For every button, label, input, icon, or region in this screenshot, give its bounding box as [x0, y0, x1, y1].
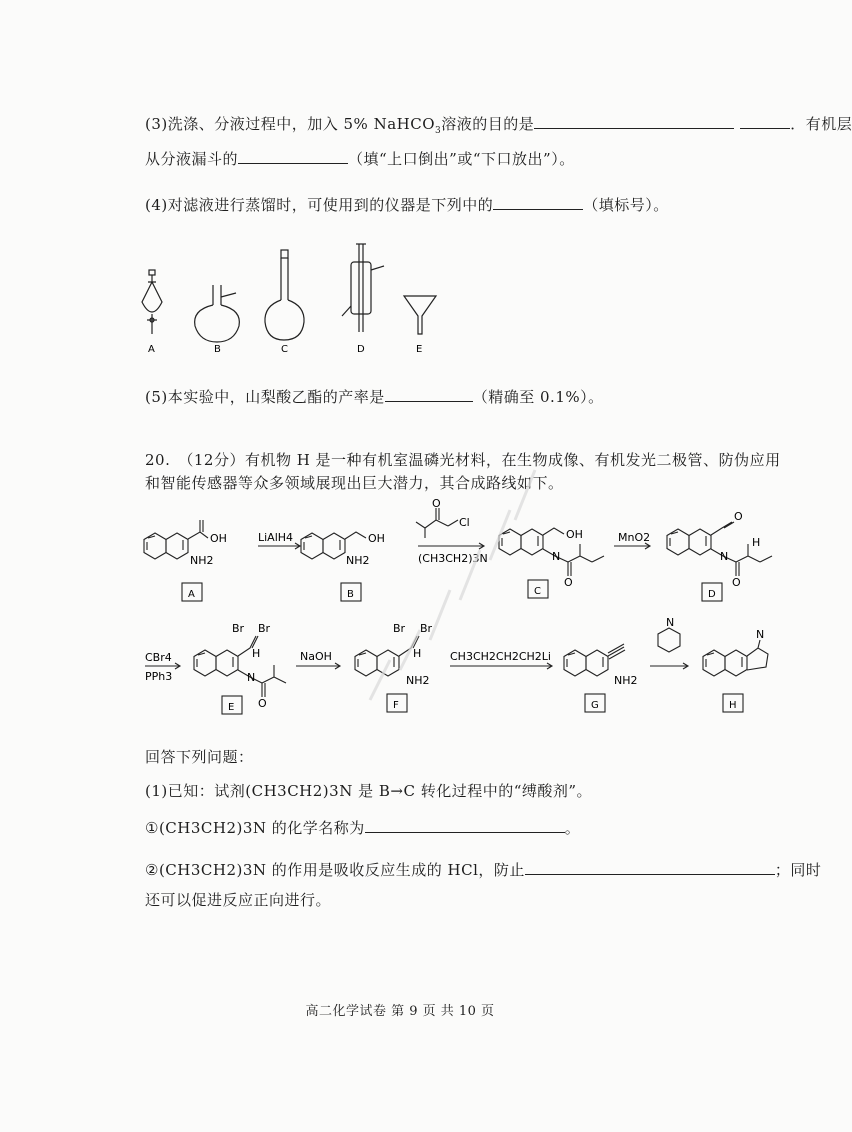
answer-q1-1-blank[interactable]: [365, 818, 565, 833]
q3-answer-blank-1b[interactable]: [740, 114, 790, 129]
apparatus-label-d: D: [357, 344, 365, 355]
atom-br-e2: Br: [258, 622, 271, 635]
compound-h-structure: [703, 640, 768, 676]
answer-q1-1-end: 。: [564, 819, 581, 837]
q4-line: [145, 194, 669, 215]
q20-line1: 20. （12分）有机物 H 是一种有机室温磷光材料，在生物成像、有机发光二极管、防伪应用: [145, 451, 781, 469]
atom-o-aldehyde: O: [734, 510, 743, 523]
q4-answer-blank[interactable]: [493, 195, 583, 210]
q5-line: [145, 386, 604, 407]
q3-text-c: ．有机层: [790, 115, 852, 133]
atom-o-d: O: [732, 576, 741, 589]
atom-h-f: H: [413, 647, 422, 660]
atom-br-e1: Br: [232, 622, 245, 635]
reagent-lialh4: LiAlH4: [258, 531, 294, 544]
arrow-e-f: [296, 663, 340, 669]
atom-nh2-b: NH2: [346, 554, 370, 567]
distilling-flask-icon: [195, 285, 240, 342]
answer-intro: 回答下列问题：: [145, 748, 254, 766]
atom-nh2-a: NH2: [190, 554, 214, 567]
atom-nh2-f: NH2: [406, 674, 430, 687]
compound-label-a: A: [188, 589, 195, 600]
atom-nh2-g: NH2: [614, 674, 638, 687]
atom-br-f2: Br: [420, 622, 433, 635]
atom-n-c: N: [552, 550, 561, 563]
arrow-b-c: [418, 543, 484, 549]
pyridine-structure: [658, 628, 680, 652]
apparatus-figure: [130, 240, 450, 365]
compound-d-structure: [667, 522, 772, 576]
atom-oh-c: OH: [566, 528, 583, 541]
q3-text-e: （填“上口倒出”或“下口放出”）。: [348, 150, 575, 168]
q3-line1: [145, 113, 852, 136]
q3-text-d: 从分液漏斗的: [145, 150, 239, 168]
atom-oh-a: OH: [210, 532, 227, 545]
page-footer: 高二化学试卷 第 9 页 共 10 页: [305, 1004, 495, 1019]
compound-label-e: E: [228, 702, 235, 713]
q5-answer-blank[interactable]: [385, 387, 473, 402]
compound-e-structure: [194, 636, 286, 697]
compound-f-structure: [355, 636, 422, 676]
q4-text-b: （填标号）。: [583, 196, 669, 214]
atom-oh-b: OH: [368, 532, 385, 545]
q3-subscript: 3: [435, 126, 442, 136]
atom-nh-h: N: [756, 628, 765, 641]
answer-q1-2: [145, 859, 821, 880]
q5-text-a: (5)本实验中，山梨酸乙酯的产率是: [145, 388, 385, 406]
q3-answer-blank-2[interactable]: [238, 149, 348, 164]
atom-o-acyl: O: [432, 497, 441, 510]
atom-n-d: N: [720, 550, 729, 563]
volumetric-flask-icon: [265, 250, 304, 340]
atom-br-f1: Br: [393, 622, 406, 635]
compound-label-h: H: [729, 700, 737, 711]
separatory-funnel-icon: [142, 270, 162, 334]
arrow-g-h: [650, 663, 688, 669]
answer-q1-2-text: ②(CH3CH2)3N 的作用是吸收反应生成的 HCl，防止: [145, 861, 525, 879]
atom-o-e: O: [258, 697, 267, 710]
reagent-triethylamine: (CH3CH2)3N: [418, 552, 488, 565]
reagent-naoh: NaOH: [300, 650, 332, 663]
q3-text-b: 溶液的目的是: [441, 115, 535, 133]
reagent-butyllithium: CH3CH2CH2CH2Li: [450, 650, 551, 663]
reagent-cbr4: CBr4: [145, 651, 172, 664]
answer-q1-1-text: ①(CH3CH2)3N 的化学名称为: [145, 819, 365, 837]
q20-line2: 和智能传感器等众多领域展现出巨大潜力，其合成路线如下。: [145, 474, 564, 492]
apparatus-label-e: E: [416, 344, 423, 355]
reagent-pph3: PPh3: [145, 670, 173, 683]
answer-q1: (1)已知：试剂(CH3CH2)3N 是 B→C 转化过程中的“缚酸剂”。: [145, 782, 593, 800]
compound-label-b: B: [347, 589, 354, 600]
atom-h-aldehyde: H: [752, 536, 761, 549]
answer-q1-2-end: ；同时: [774, 861, 822, 879]
atom-n-e: N: [247, 671, 256, 684]
funnel-icon: [404, 296, 436, 334]
apparatus-label-a: A: [148, 344, 155, 355]
compound-label-f: F: [393, 700, 399, 711]
q3-answer-blank-1[interactable]: [534, 114, 734, 129]
acyl-chloride-structure: [416, 508, 458, 538]
q5-text-b: （精确至 0.1%）。: [472, 388, 604, 406]
condenser-icon: [342, 244, 384, 332]
reagent-mno2: MnO2: [618, 531, 651, 544]
q4-text-a: (4)对滤液进行蒸馏时，可使用到的仪器是下列中的: [145, 196, 494, 214]
compound-label-g: G: [591, 700, 599, 711]
arrow-f-g: [450, 663, 552, 669]
atom-h-e: H: [252, 647, 261, 660]
apparatus-label-c: C: [281, 344, 288, 355]
atom-o-c: O: [564, 576, 573, 589]
atom-n-pyridine: N: [666, 616, 675, 629]
synthesis-scheme: [0, 497, 800, 715]
q3-text-a: (3)洗涤、分液过程中，加入 5% NaHCO: [145, 115, 436, 133]
compound-g-structure: [564, 644, 625, 676]
compound-label-d: D: [708, 589, 716, 600]
answer-q1-2-blank[interactable]: [525, 860, 775, 875]
atom-cl: Cl: [459, 516, 470, 529]
answer-q1-3: 还可以促进反应正向进行。: [145, 891, 332, 909]
answer-q1-1: [145, 817, 580, 838]
q3-line2: [145, 148, 575, 169]
compound-label-c: C: [534, 586, 541, 597]
apparatus-label-b: B: [214, 344, 221, 355]
